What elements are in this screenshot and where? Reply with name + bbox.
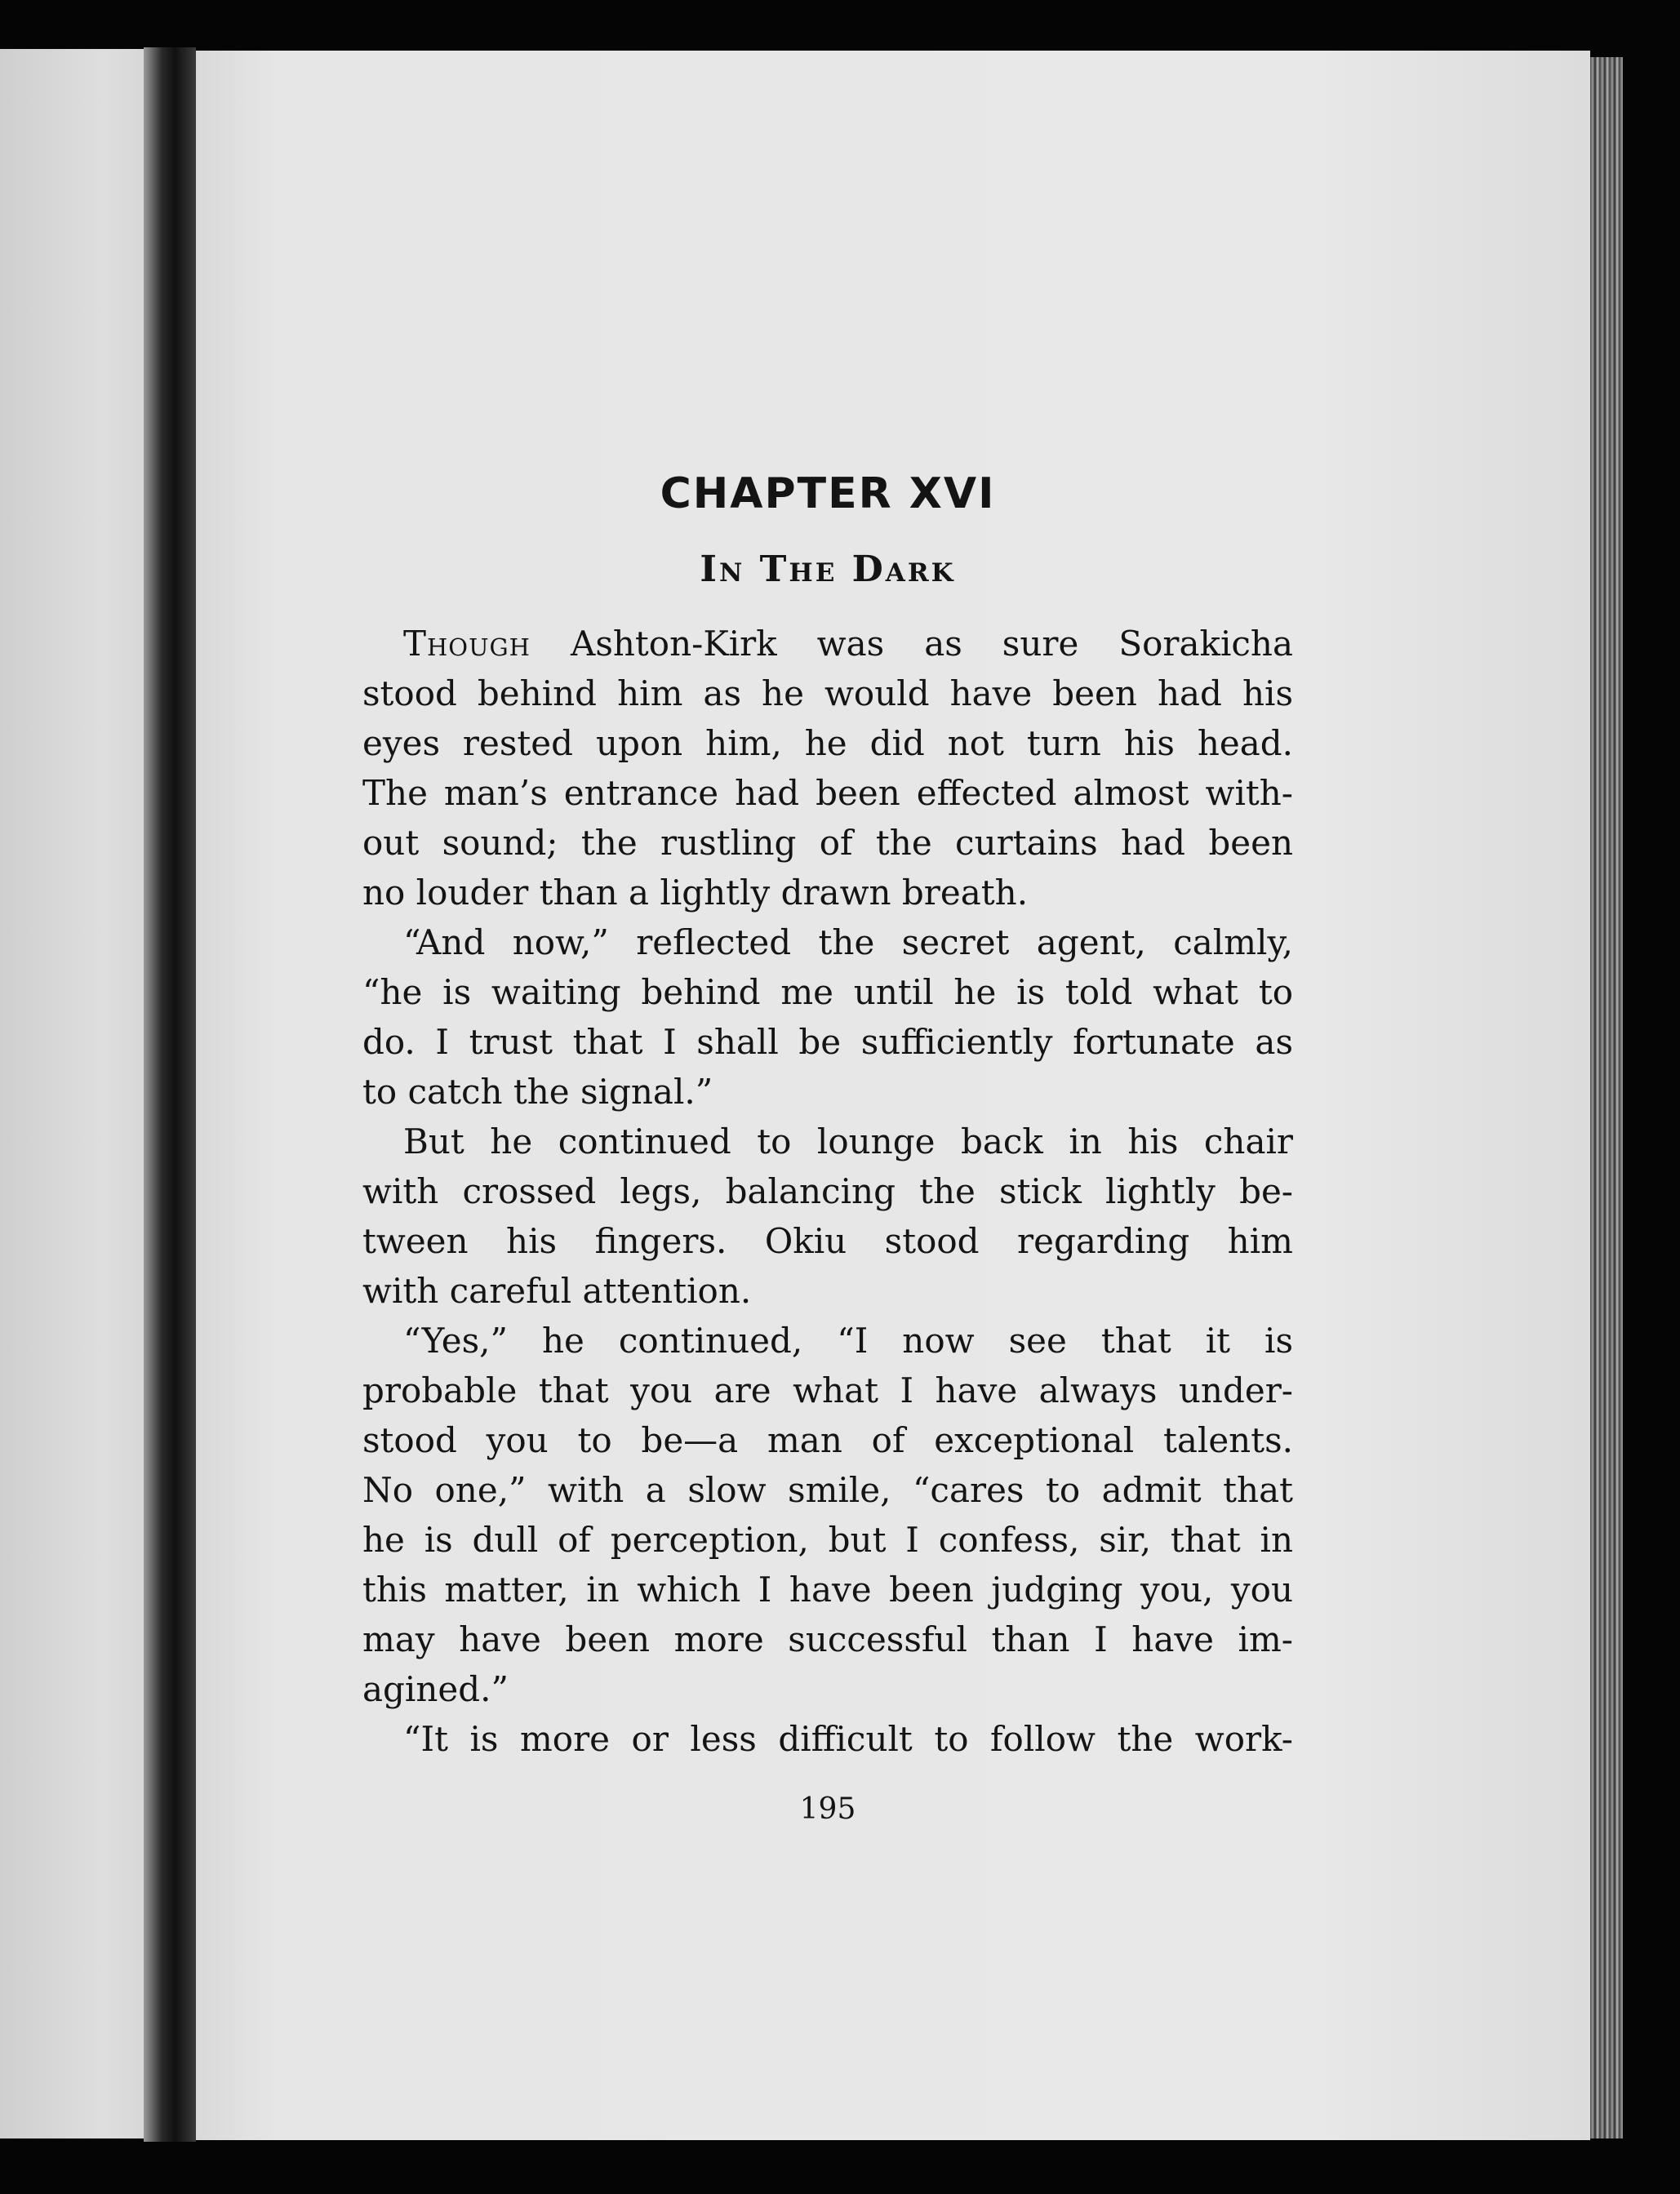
text-line: [362, 718, 1293, 768]
text-line: [362, 917, 1293, 967]
text-line: [362, 1216, 1293, 1266]
line-text: tween his fingers. Okiu stood regarding him: [362, 1221, 1293, 1261]
line-text: with careful attention.: [362, 1271, 752, 1311]
line-text: “It is more or less difficult to follow the work-: [403, 1719, 1293, 1759]
line-text: But he continued to lounge back in his chair: [403, 1121, 1293, 1161]
text-line: [362, 868, 1293, 917]
text-line: [362, 1565, 1293, 1614]
line-text: out sound; the rustling of the curtains had been: [362, 823, 1293, 863]
text-line: [362, 1614, 1293, 1664]
line-text: no louder than a lightly drawn breath.: [362, 873, 1029, 913]
text-line: [362, 619, 1293, 668]
text-line: [362, 668, 1293, 718]
line-text: No one,” with a slow smile, “cares to admit that: [362, 1470, 1293, 1510]
text-line: [362, 1366, 1293, 1415]
body-text: [362, 619, 1293, 1764]
chapter-title: In The Dark: [700, 548, 956, 590]
line-text: agined.”: [362, 1669, 509, 1709]
line-text: this matter, in which I have been judging you, you: [362, 1570, 1293, 1610]
line-text: do. I trust that I shall be sufficiently fortunate as: [362, 1022, 1293, 1062]
text-line: [362, 768, 1293, 818]
line-text: he is dull of perception, but I confess, sir, that in: [362, 1520, 1293, 1560]
line-text: stood behind him as he would have been had his: [362, 673, 1293, 713]
text-line: [362, 1664, 1293, 1714]
text-line: [362, 1266, 1293, 1316]
page-text: [362, 457, 1293, 1764]
text-line: [362, 1316, 1293, 1366]
line-text: to catch the signal.”: [362, 1072, 713, 1112]
text-line: [362, 967, 1293, 1017]
line-text: eyes rested upon him, he did not turn his head.: [362, 723, 1293, 763]
text-line: [362, 1465, 1293, 1515]
line-text: “And now,” reflected the secret agent, calmly,: [403, 922, 1293, 962]
text-line: [362, 1415, 1293, 1465]
line-text: stood you to be—a man of exceptional talents.: [362, 1420, 1293, 1460]
book-gutter: [144, 47, 196, 2142]
line-text: “Yes,” he continued, “I now see that it is: [403, 1321, 1293, 1361]
text-line: [362, 818, 1293, 868]
line-text: probable that you are what I have always under-: [362, 1370, 1293, 1410]
line-text: The man’s entrance had been effected almost with-: [362, 773, 1293, 813]
text-line: [362, 1714, 1293, 1764]
text-line: [362, 1515, 1293, 1565]
text-line: [362, 1067, 1293, 1117]
line-text: with crossed legs, balancing the stick lightly be-: [362, 1171, 1293, 1211]
line-text: Ashton-Kirk was as sure Sorakicha: [530, 624, 1293, 664]
line-text: may have been more successful than I have im-: [362, 1619, 1293, 1659]
text-line: [362, 1017, 1293, 1067]
text-line: [362, 1117, 1293, 1166]
line-text: “he is waiting behind me until he is told what to: [362, 972, 1293, 1012]
text-line: [362, 1166, 1293, 1216]
lead-word: Though: [403, 624, 531, 664]
page-stack-edge: [1590, 57, 1623, 2138]
chapter-heading: CHAPTER XVI: [660, 469, 996, 518]
page-number: 195: [799, 1792, 856, 1826]
